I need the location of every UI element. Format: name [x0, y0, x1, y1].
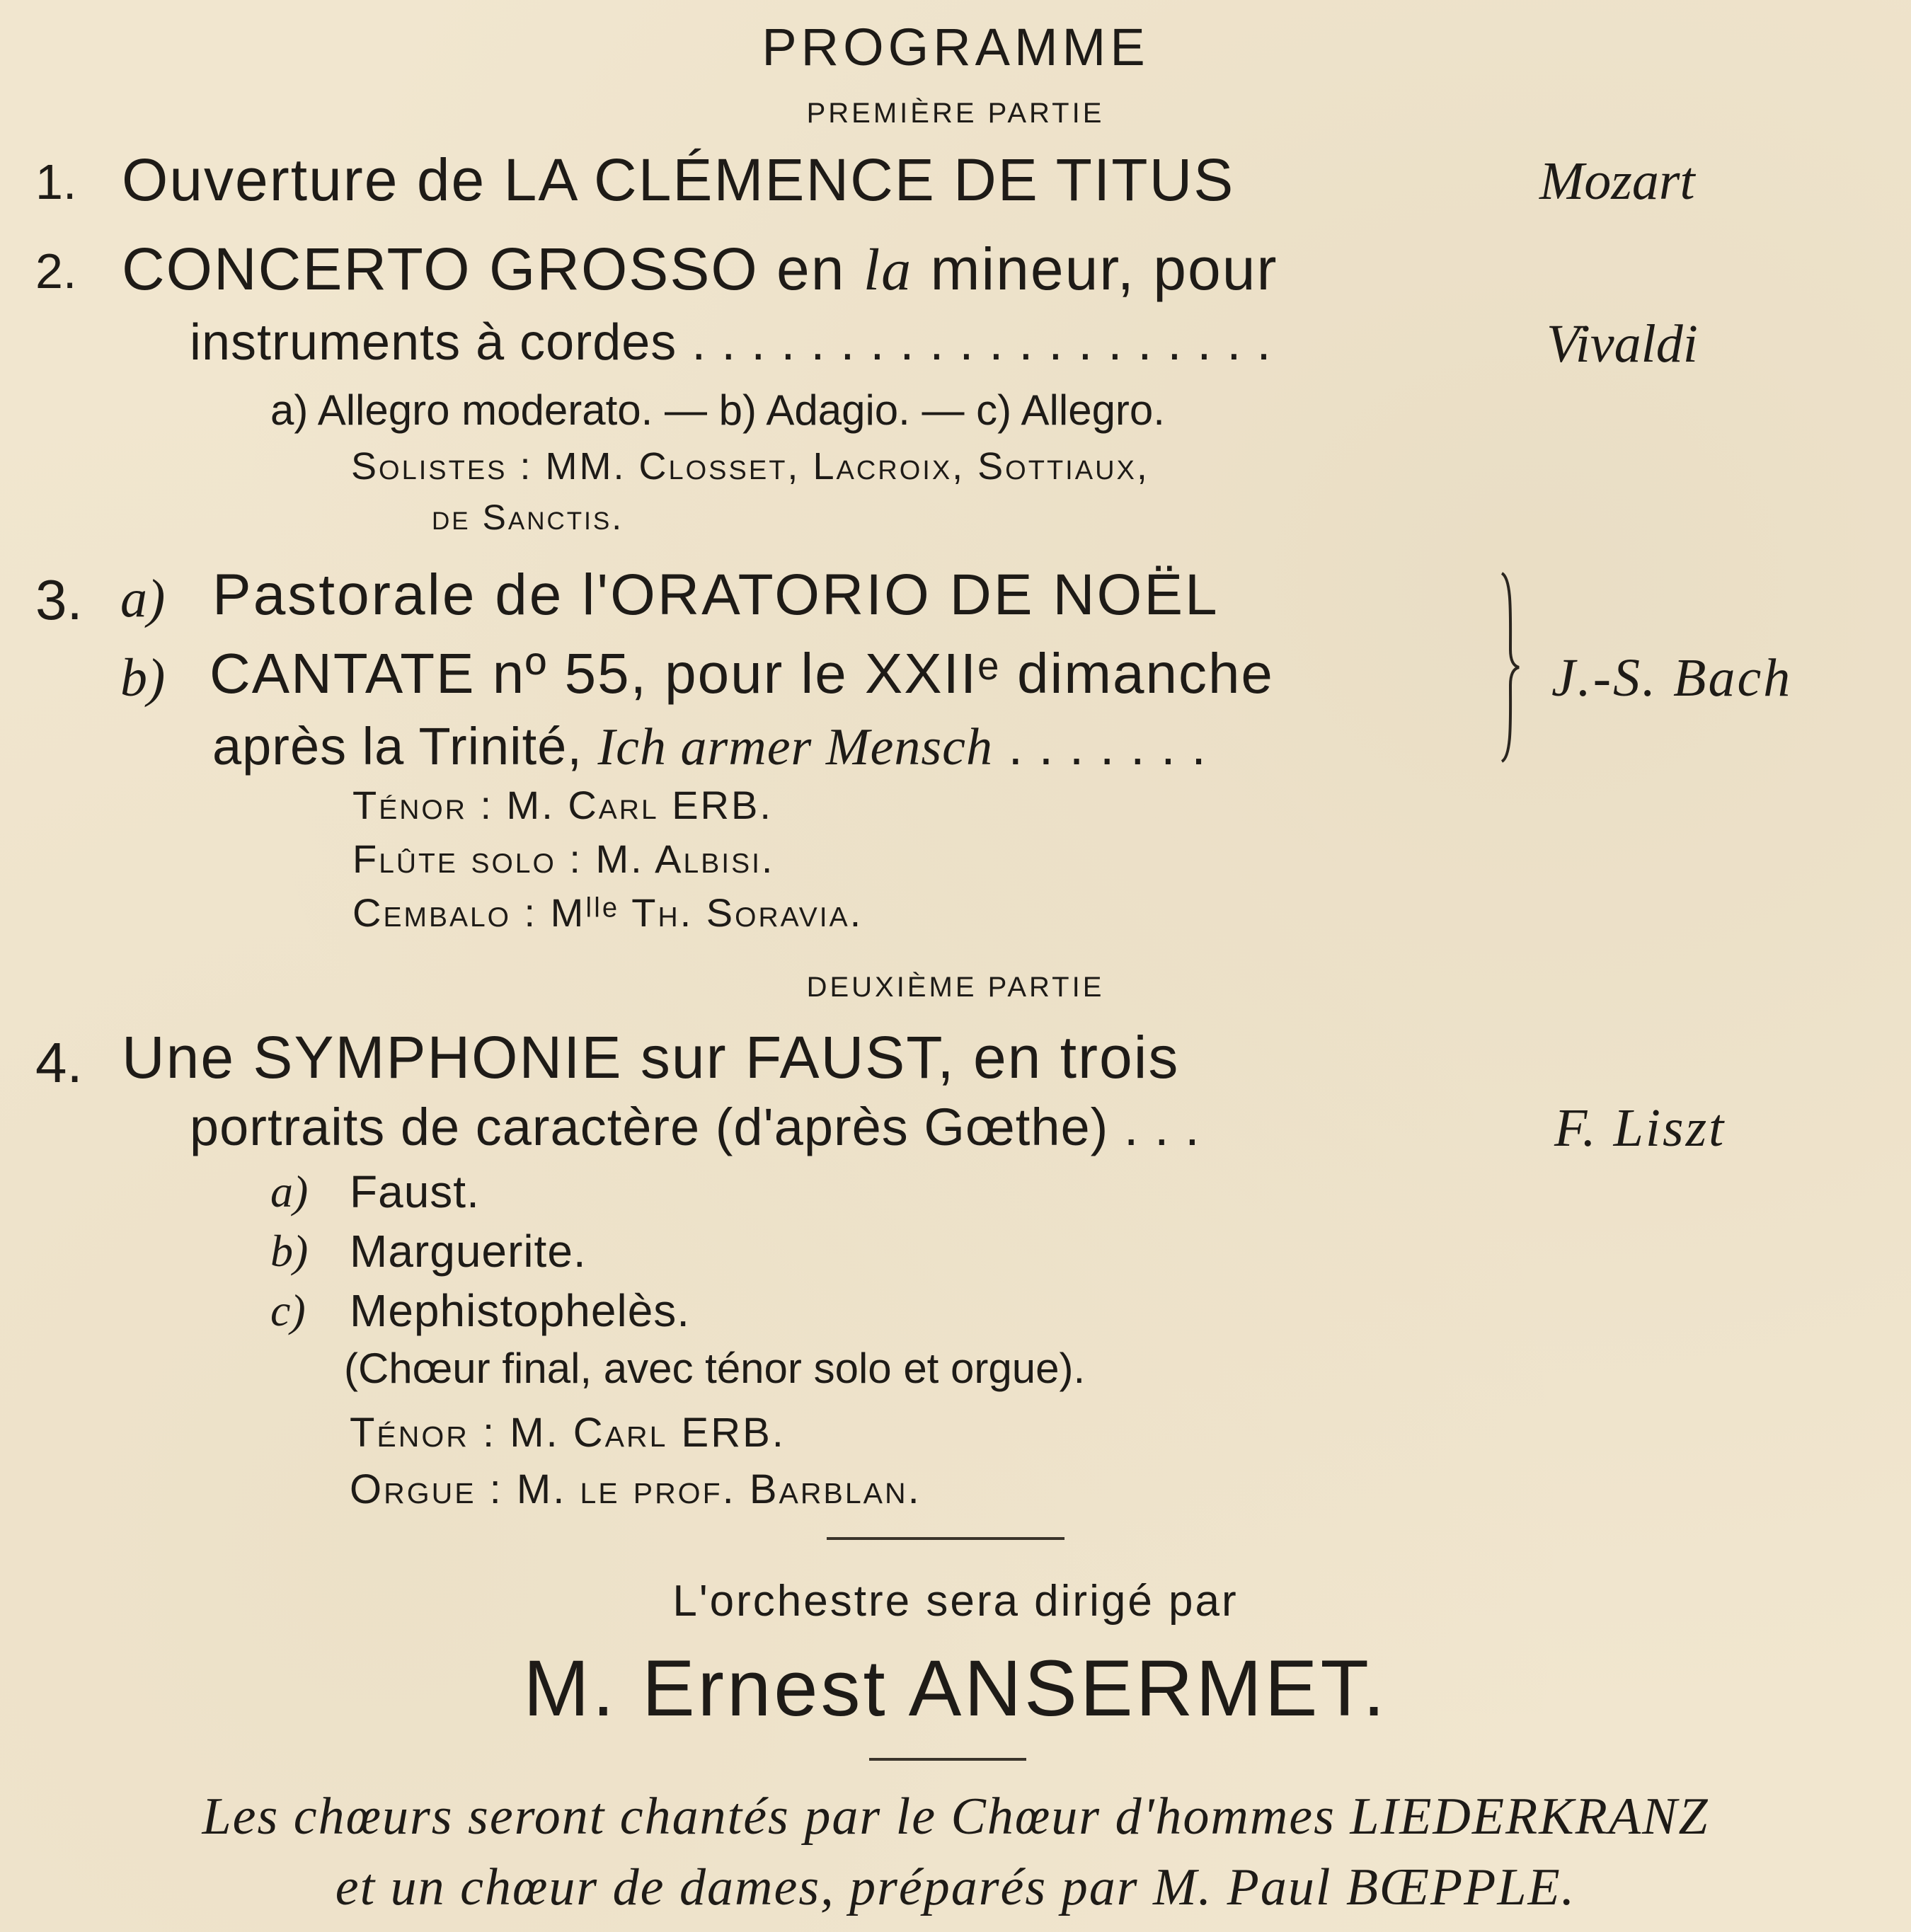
- item-3b-line2: [212, 717, 1207, 776]
- item-4-composer: F. Liszt: [1554, 1098, 1726, 1158]
- part-one-heading: PREMIÈRE PARTIE: [806, 98, 1105, 129]
- item-2-title-ital: la: [863, 237, 913, 303]
- item-3-number: 3.: [35, 568, 83, 631]
- item-4-performer-organ: Orgue : M. le prof. Barblan.: [350, 1466, 922, 1512]
- item-3-performer-tenor: Ténor : M. Carl ERB.: [352, 783, 773, 827]
- item-4-line2: portraits de caractère (d'après Gœthe) . . .: [190, 1098, 1200, 1156]
- item-3b-line2-b: . . . . . . .: [992, 717, 1207, 776]
- item-2-soloists-line1: Solistes : MM. Closset, Lacroix, Sottiaux,: [351, 445, 1149, 488]
- item-3a-label: a): [120, 569, 166, 628]
- item-3-performer-flute: Flûte solo : M. Albisi.: [352, 836, 775, 881]
- item-1-number: 1.: [35, 154, 77, 209]
- item-3a-title: Pastorale de l'ORATORIO DE NOËL: [212, 563, 1220, 627]
- item-1-composer: Mozart: [1539, 151, 1695, 211]
- item-3b-line2-a: après la Trinité,: [212, 717, 598, 776]
- item-2-composer: Vivaldi: [1546, 314, 1698, 374]
- item-4-note: (Chœur final, avec ténor solo et orgue).: [344, 1345, 1086, 1392]
- item-4-movement-b: Marguerite.: [350, 1226, 587, 1277]
- item-4-title: Une SYMPHONIE sur FAUST, en trois: [122, 1024, 1180, 1091]
- item-2-line2: instruments à cordes . . . . . . . . . . . . . . . . . . . .: [190, 314, 1272, 371]
- item-2-soloists-line2: de Sanctis.: [432, 498, 624, 537]
- item-4-movement-a: Faust.: [350, 1166, 480, 1217]
- footer-line-1: Les chœurs seront chantés par le Chœur d'hommes LIEDERKRANZ: [202, 1788, 1709, 1846]
- item-3-composer: J.-S. Bach: [1551, 648, 1793, 708]
- part-two-heading: DEUXIÈME PARTIE: [806, 972, 1105, 1003]
- divider-2: [869, 1758, 1026, 1761]
- divider-1: [827, 1537, 1064, 1540]
- item-4-movement-b-label: b): [270, 1226, 309, 1276]
- item-3b-label: b): [120, 648, 166, 708]
- item-1-title: Ouverture de LA CLÉMENCE DE TITUS: [122, 146, 1235, 213]
- programme-title: PROGRAMME: [762, 18, 1149, 76]
- conductor-intro: L'orchestre sera dirigé par: [672, 1577, 1239, 1626]
- item-2-title-b: mineur, pour: [912, 236, 1278, 302]
- item-4-movement-c: Mephistophelès.: [350, 1285, 691, 1336]
- item-4-performer-tenor: Ténor : M. Carl ERB.: [350, 1410, 786, 1456]
- brace-icon: [1499, 572, 1520, 763]
- item-2-movements: a) Allegro moderato. — b) Adagio. — c) Allegro.: [270, 386, 1165, 434]
- conductor-name: M. Ernest ANSERMET.: [523, 1644, 1388, 1732]
- item-3b-title: CANTATE nº 55, pour le XXIIᵉ dimanche: [210, 642, 1274, 705]
- item-3-performer-cembalo: Cembalo : Mˡˡᵉ Th. Soravia.: [352, 890, 863, 935]
- item-4-movement-c-label: c): [270, 1285, 306, 1335]
- item-2-number: 2.: [35, 243, 77, 299]
- footer-line-2: et un chœur de dames, préparés par M. Paul BŒPPLE.: [335, 1858, 1576, 1916]
- item-4-movement-a-label: a): [270, 1166, 309, 1217]
- item-3b-cantata-title: Ich armer Mensch: [597, 718, 993, 776]
- item-2-title-a: CONCERTO GROSSO en: [122, 236, 863, 302]
- item-2-title: [122, 236, 1278, 303]
- item-4-number: 4.: [35, 1031, 83, 1094]
